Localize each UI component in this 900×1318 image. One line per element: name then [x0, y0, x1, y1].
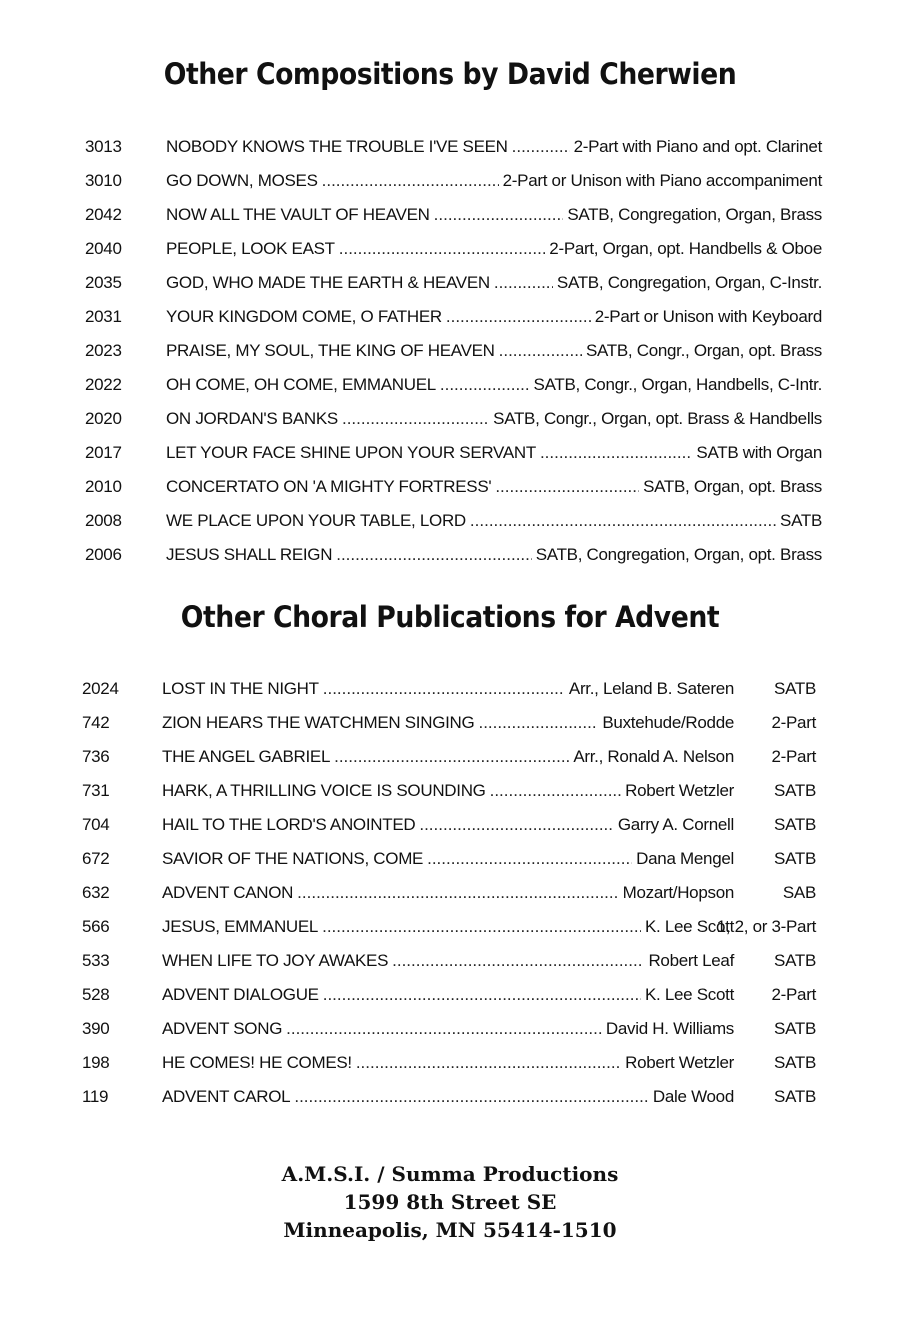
- list-item: [0, 950, 900, 984]
- catalog-number: 2031: [85, 307, 122, 326]
- entry-line: [162, 746, 734, 768]
- entry-line: [166, 136, 822, 158]
- composer: Dana Mengel: [636, 849, 734, 868]
- piece-title: YOUR KINGDOM COME, O FATHER: [166, 307, 442, 326]
- entry-line: [166, 340, 822, 362]
- list-item: [0, 374, 900, 408]
- composer: Mozart/Hopson: [622, 883, 734, 902]
- voicing: 2-Part: [771, 985, 816, 1004]
- entry-line: [162, 712, 734, 734]
- entry-line: [166, 238, 822, 260]
- dot-leader: [336, 544, 532, 566]
- piece-title: CONCERTATO ON 'A MIGHTY FORTRESS': [166, 477, 492, 496]
- piece-title: ADVENT DIALOGUE: [162, 985, 319, 1004]
- instrumentation: SATB with Organ: [696, 443, 822, 462]
- piece-title: OH COME, OH COME, EMMANUEL: [166, 375, 436, 394]
- list-item: [0, 272, 900, 306]
- entry-line: [166, 510, 822, 532]
- piece-title: NOW ALL THE VAULT OF HEAVEN: [166, 205, 430, 224]
- catalog-number: 2040: [85, 239, 122, 258]
- catalog-number: 2020: [85, 409, 122, 428]
- list-item: [0, 442, 900, 476]
- entry-line: [162, 882, 734, 904]
- entry-line: [162, 678, 734, 700]
- piece-title: ADVENT CANON: [162, 883, 294, 902]
- dot-leader: [512, 136, 570, 158]
- voicing: 2-Part: [771, 713, 816, 732]
- dot-leader: [446, 306, 591, 328]
- list-item: [0, 340, 900, 374]
- dot-leader: [322, 170, 499, 192]
- dot-leader: [499, 340, 582, 362]
- voicing: SATB: [774, 815, 816, 834]
- catalog-number: 198: [82, 1053, 110, 1072]
- entry-line: [166, 544, 822, 566]
- list-item: [0, 712, 900, 746]
- dot-leader: [490, 780, 622, 802]
- catalog-number: 632: [82, 883, 110, 902]
- voicing: SATB: [774, 1087, 816, 1106]
- list-item: [0, 1018, 900, 1052]
- catalog-number: 566: [82, 917, 110, 936]
- instrumentation: SATB, Congregation, Organ, Brass: [567, 205, 822, 224]
- entry-line: [162, 1018, 734, 1040]
- instrumentation: SATB, Congr., Organ, opt. Brass: [585, 341, 822, 360]
- instrumentation: SATB, Congr., Organ, opt. Brass & Handbells: [493, 409, 822, 428]
- catalog-number: 533: [82, 951, 110, 970]
- entry-line: [162, 950, 734, 972]
- dot-leader: [495, 476, 639, 498]
- piece-title: ADVENT SONG: [162, 1019, 283, 1038]
- composer: K. Lee Scott: [644, 917, 734, 936]
- instrumentation: SATB, Congregation, Organ, opt. Brass: [535, 545, 822, 564]
- list-item: [0, 136, 900, 170]
- instrumentation: SATB, Congregation, Organ, C-Instr.: [556, 273, 822, 292]
- instrumentation: 2-Part or Unison with Keyboard: [594, 307, 822, 326]
- dot-leader: [356, 1052, 621, 1074]
- catalog-number: 2023: [85, 341, 122, 360]
- entry-line: [166, 306, 822, 328]
- list-item: [0, 916, 900, 950]
- voicing: 1, 2, or 3-Part: [716, 917, 816, 936]
- voicing: 2-Part: [771, 747, 816, 766]
- list-item: [0, 204, 900, 238]
- instrumentation: 2-Part or Unison with Piano accompaniment: [502, 171, 822, 190]
- entry-line: [166, 170, 822, 192]
- entry-line: [166, 204, 822, 226]
- voicing: SAB: [782, 883, 816, 902]
- catalog-number: 3010: [85, 171, 122, 190]
- list-item: [0, 408, 900, 442]
- piece-title: WE PLACE UPON YOUR TABLE, LORD: [166, 511, 466, 530]
- composer: Arr., Ronald A. Nelson: [573, 747, 734, 766]
- advent-publications-list: [0, 678, 900, 1120]
- composer: Garry A. Cornell: [617, 815, 734, 834]
- voicing: SATB: [774, 679, 816, 698]
- dot-leader: [540, 442, 692, 464]
- entry-line: [162, 780, 734, 802]
- catalog-number: 2022: [85, 375, 122, 394]
- entry-line: [162, 814, 734, 836]
- composer: Arr., Leland B. Sateren: [568, 679, 734, 698]
- list-item: [0, 678, 900, 712]
- instrumentation: SATB, Organ, opt. Brass: [643, 477, 822, 496]
- piece-title: LOST IN THE NIGHT: [162, 679, 319, 698]
- catalog-number: 2035: [85, 273, 122, 292]
- section-title-advent: Other Choral Publications for Advent: [180, 600, 720, 634]
- voicing: SATB: [774, 849, 816, 868]
- section-title-compositions: Other Compositions by David Cherwien: [163, 57, 737, 91]
- list-item: [0, 780, 900, 814]
- catalog-number: 2010: [85, 477, 122, 496]
- entry-line: [166, 408, 822, 430]
- piece-title: ON JORDAN'S BANKS: [166, 409, 338, 428]
- entry-line: [166, 442, 822, 464]
- composer: Robert Wetzler: [625, 1053, 734, 1072]
- piece-title: GO DOWN, MOSES: [166, 171, 318, 190]
- publisher-street: 1599 8th Street SE: [343, 1190, 557, 1214]
- entry-line: [166, 272, 822, 294]
- instrumentation: 2-Part with Piano and opt. Clarinet: [573, 137, 822, 156]
- composer: K. Lee Scott: [644, 985, 734, 1004]
- compositions-list: [0, 136, 900, 578]
- composer: Buxtehude/Rodde: [602, 713, 734, 732]
- voicing: SATB: [774, 1019, 816, 1038]
- dot-leader: [294, 1086, 649, 1108]
- piece-title: JESUS SHALL REIGN: [166, 545, 333, 564]
- piece-title: NOBODY KNOWS THE TROUBLE I'VE SEEN: [166, 137, 508, 156]
- publisher-name: A.M.S.I. / Summa Productions: [281, 1162, 619, 1186]
- dot-leader: [478, 712, 598, 734]
- piece-title: THE ANGEL GABRIEL: [162, 747, 331, 766]
- dot-leader: [334, 746, 569, 768]
- list-item: [0, 170, 900, 204]
- composer: David H. Williams: [605, 1019, 734, 1038]
- catalog-number: 2042: [85, 205, 122, 224]
- piece-title: PRAISE, MY SOUL, THE KING OF HEAVEN: [166, 341, 495, 360]
- catalog-number: 2008: [85, 511, 122, 530]
- entry-line: [162, 1086, 734, 1108]
- composer: Dale Wood: [652, 1087, 734, 1106]
- catalog-number: 2006: [85, 545, 122, 564]
- piece-title: ZION HEARS THE WATCHMEN SINGING: [162, 713, 475, 732]
- catalog-number: 119: [82, 1087, 109, 1106]
- instrumentation: SATB: [780, 511, 822, 530]
- dot-leader: [342, 408, 489, 430]
- list-item: [0, 476, 900, 510]
- voicing: SATB: [774, 951, 816, 970]
- dot-leader: [427, 848, 632, 870]
- catalog-number: 2024: [82, 679, 119, 698]
- catalog-number: 528: [82, 985, 110, 1004]
- list-item: [0, 238, 900, 272]
- catalog-number: 672: [82, 849, 110, 868]
- voicing: SATB: [774, 1053, 816, 1072]
- list-item: [0, 544, 900, 578]
- list-item: [0, 510, 900, 544]
- entry-line: [166, 374, 822, 396]
- catalog-number: 3013: [85, 137, 122, 156]
- list-item: [0, 746, 900, 780]
- entry-line: [162, 848, 734, 870]
- dot-leader: [323, 678, 565, 700]
- catalog-number: 2017: [85, 443, 122, 462]
- dot-leader: [419, 814, 614, 836]
- catalog-number: 390: [82, 1019, 110, 1038]
- list-item: [0, 848, 900, 882]
- list-item: [0, 984, 900, 1018]
- composer: Robert Wetzler: [625, 781, 734, 800]
- dot-leader: [494, 272, 553, 294]
- dot-leader: [297, 882, 618, 904]
- dot-leader: [322, 916, 641, 938]
- list-item: [0, 882, 900, 916]
- piece-title: PEOPLE, LOOK EAST: [166, 239, 335, 258]
- piece-title: LET YOUR FACE SHINE UPON YOUR SERVANT: [166, 443, 536, 462]
- dot-leader: [440, 374, 530, 396]
- piece-title: GOD, WHO MADE THE EARTH & HEAVEN: [166, 273, 490, 292]
- dot-leader: [470, 510, 776, 532]
- entry-line: [162, 1052, 734, 1074]
- piece-title: HAIL TO THE LORD'S ANOINTED: [162, 815, 416, 834]
- piece-title: JESUS, EMMANUEL: [162, 917, 319, 936]
- dot-leader: [286, 1018, 602, 1040]
- publisher-address: [0, 1160, 900, 1244]
- catalog-number: 736: [82, 747, 110, 766]
- entry-line: [162, 916, 734, 938]
- publisher-city: Minneapolis, MN 55414-1510: [283, 1218, 617, 1242]
- instrumentation: SATB, Congr., Organ, Handbells, C-Intr.: [533, 375, 822, 394]
- list-item: [0, 306, 900, 340]
- dot-leader: [323, 984, 641, 1006]
- entry-line: [162, 984, 734, 1006]
- list-item: [0, 814, 900, 848]
- instrumentation: 2-Part, Organ, opt. Handbells & Oboe: [549, 239, 822, 258]
- dot-leader: [434, 204, 564, 226]
- dot-leader: [339, 238, 546, 260]
- catalog-number: 704: [82, 815, 110, 834]
- catalog-number: 731: [82, 781, 110, 800]
- list-item: [0, 1052, 900, 1086]
- piece-title: HE COMES! HE COMES!: [162, 1053, 352, 1072]
- list-item: [0, 1086, 900, 1120]
- entry-line: [166, 476, 822, 498]
- piece-title: HARK, A THRILLING VOICE IS SOUNDING: [162, 781, 486, 800]
- dot-leader: [392, 950, 644, 972]
- piece-title: ADVENT CAROL: [162, 1087, 291, 1106]
- catalog-number: 742: [82, 713, 110, 732]
- piece-title: WHEN LIFE TO JOY AWAKES: [162, 951, 389, 970]
- composer: Robert Leaf: [648, 951, 734, 970]
- voicing: SATB: [774, 781, 816, 800]
- piece-title: SAVIOR OF THE NATIONS, COME: [162, 849, 424, 868]
